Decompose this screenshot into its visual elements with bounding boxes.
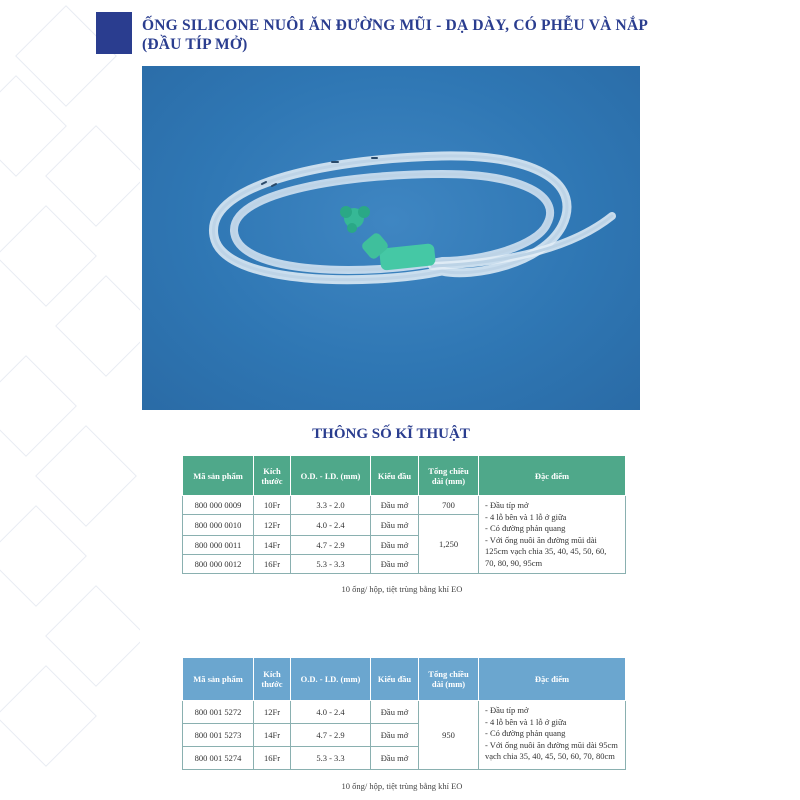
cell-tip: Đầu mở xyxy=(371,701,419,724)
cell-size: 14Fr xyxy=(254,536,291,555)
title-accent-block xyxy=(96,12,132,54)
table-header-row xyxy=(183,658,626,701)
header-features: Đặc điểm xyxy=(479,658,626,701)
feeding-tube-illustration xyxy=(142,66,640,410)
header-tip: Kiểu đầu xyxy=(371,456,419,496)
header-features: Đặc điểm xyxy=(479,456,626,496)
cell-length: 950 xyxy=(419,701,479,770)
specs-heading: THÔNG SỐ KĨ THUẬT xyxy=(312,426,470,442)
cell-features xyxy=(479,701,626,770)
header-od-id: O.D. - I.D. (mm) xyxy=(291,456,371,496)
spec-table-1 xyxy=(182,455,626,574)
cell-od-id: 3.3 - 2.0 xyxy=(291,496,371,515)
cell-code: 800 001 5274 xyxy=(183,747,254,770)
cell-tip: Đầu mở xyxy=(371,555,419,574)
header-code: Mã sản phẩm xyxy=(183,658,254,701)
cell-tip: Đầu mở xyxy=(371,747,419,770)
table-row xyxy=(183,701,626,724)
cell-tip: Đầu mở xyxy=(371,515,419,536)
cell-code: 800 000 0009 xyxy=(183,496,254,515)
packaging-note-2: 10 ống/ hộp, tiệt trùng bằng khí EO xyxy=(341,781,463,791)
feature-item: - 4 lỗ bên và 1 lỗ ở giữa xyxy=(485,511,567,522)
cell-tip: Đầu mở xyxy=(371,724,419,747)
header-od-id: O.D. - I.D. (mm) xyxy=(291,658,371,701)
cell-code: 800 000 0012 xyxy=(183,555,254,574)
header-size: Kích thước xyxy=(254,456,291,496)
cell-od-id: 4.0 - 2.4 xyxy=(291,515,371,536)
table-row xyxy=(183,496,626,515)
packaging-note-1: 10 ống/ hộp, tiệt trùng bằng khí EO xyxy=(341,584,463,594)
feature-item: - 4 lỗ bên và 1 lỗ ở giữa xyxy=(485,716,567,727)
feature-item: - Đầu típ mở xyxy=(485,500,529,510)
cell-od-id: 4.7 - 2.9 xyxy=(291,724,371,747)
feature-item: - Có đường phản quang xyxy=(485,523,566,533)
feature-item: - Có đường phản quang xyxy=(485,728,566,738)
cell-length: 1,250 xyxy=(419,515,479,574)
cell-od-id: 5.3 - 3.3 xyxy=(291,747,371,770)
cell-tip: Đầu mở xyxy=(371,536,419,555)
header-length: Tổng chiều dài (mm) xyxy=(419,456,479,496)
table-header-row xyxy=(183,456,626,496)
feature-item: - Với ống nuôi ăn đường mũi dài 125cm vạch chia 35, 40, 45, 50, 60, 70, 80, 90, 95cm xyxy=(485,534,607,568)
title-line-1: ỐNG SILICONE NUÔI ĂN ĐƯỜNG MŨI - DẠ DÀY, CÓ PHỄU VÀ NẮP xyxy=(142,17,649,34)
cell-size: 12Fr xyxy=(254,701,291,724)
spec-table-2 xyxy=(182,657,626,770)
cell-size: 12Fr xyxy=(254,515,291,536)
cell-od-id: 5.3 - 3.3 xyxy=(291,555,371,574)
cell-code: 800 000 0010 xyxy=(183,515,254,536)
feature-item: - Đầu típ mở xyxy=(485,705,529,715)
feature-item: - Với ống nuôi ăn đường mũi dài 95cm vạch chia 35, 40, 45, 50, 60, 70, 80cm xyxy=(485,739,618,761)
product-photo xyxy=(142,66,640,410)
cell-length: 700 xyxy=(419,496,479,515)
page-title xyxy=(142,16,742,54)
title-line-2: (ĐẦU TÍP MỞ) xyxy=(142,36,248,53)
cell-size: 16Fr xyxy=(254,555,291,574)
cell-code: 800 001 5272 xyxy=(183,701,254,724)
cell-tip: Đầu mở xyxy=(371,496,419,515)
funnel-connector xyxy=(340,206,436,271)
cell-features xyxy=(479,496,626,574)
cell-od-id: 4.0 - 2.4 xyxy=(291,701,371,724)
background-diamond-pattern xyxy=(0,0,140,800)
cell-size: 14Fr xyxy=(254,724,291,747)
cell-size: 16Fr xyxy=(254,747,291,770)
cell-od-id: 4.7 - 2.9 xyxy=(291,536,371,555)
header-length: Tổng chiều dài (mm) xyxy=(419,658,479,701)
cell-size: 10Fr xyxy=(254,496,291,515)
cell-code: 800 001 5273 xyxy=(183,724,254,747)
header-code: Mã sản phẩm xyxy=(183,456,254,496)
header-tip: Kiểu đầu xyxy=(371,658,419,701)
header-size: Kích thước xyxy=(254,658,291,701)
cell-code: 800 000 0011 xyxy=(183,536,254,555)
